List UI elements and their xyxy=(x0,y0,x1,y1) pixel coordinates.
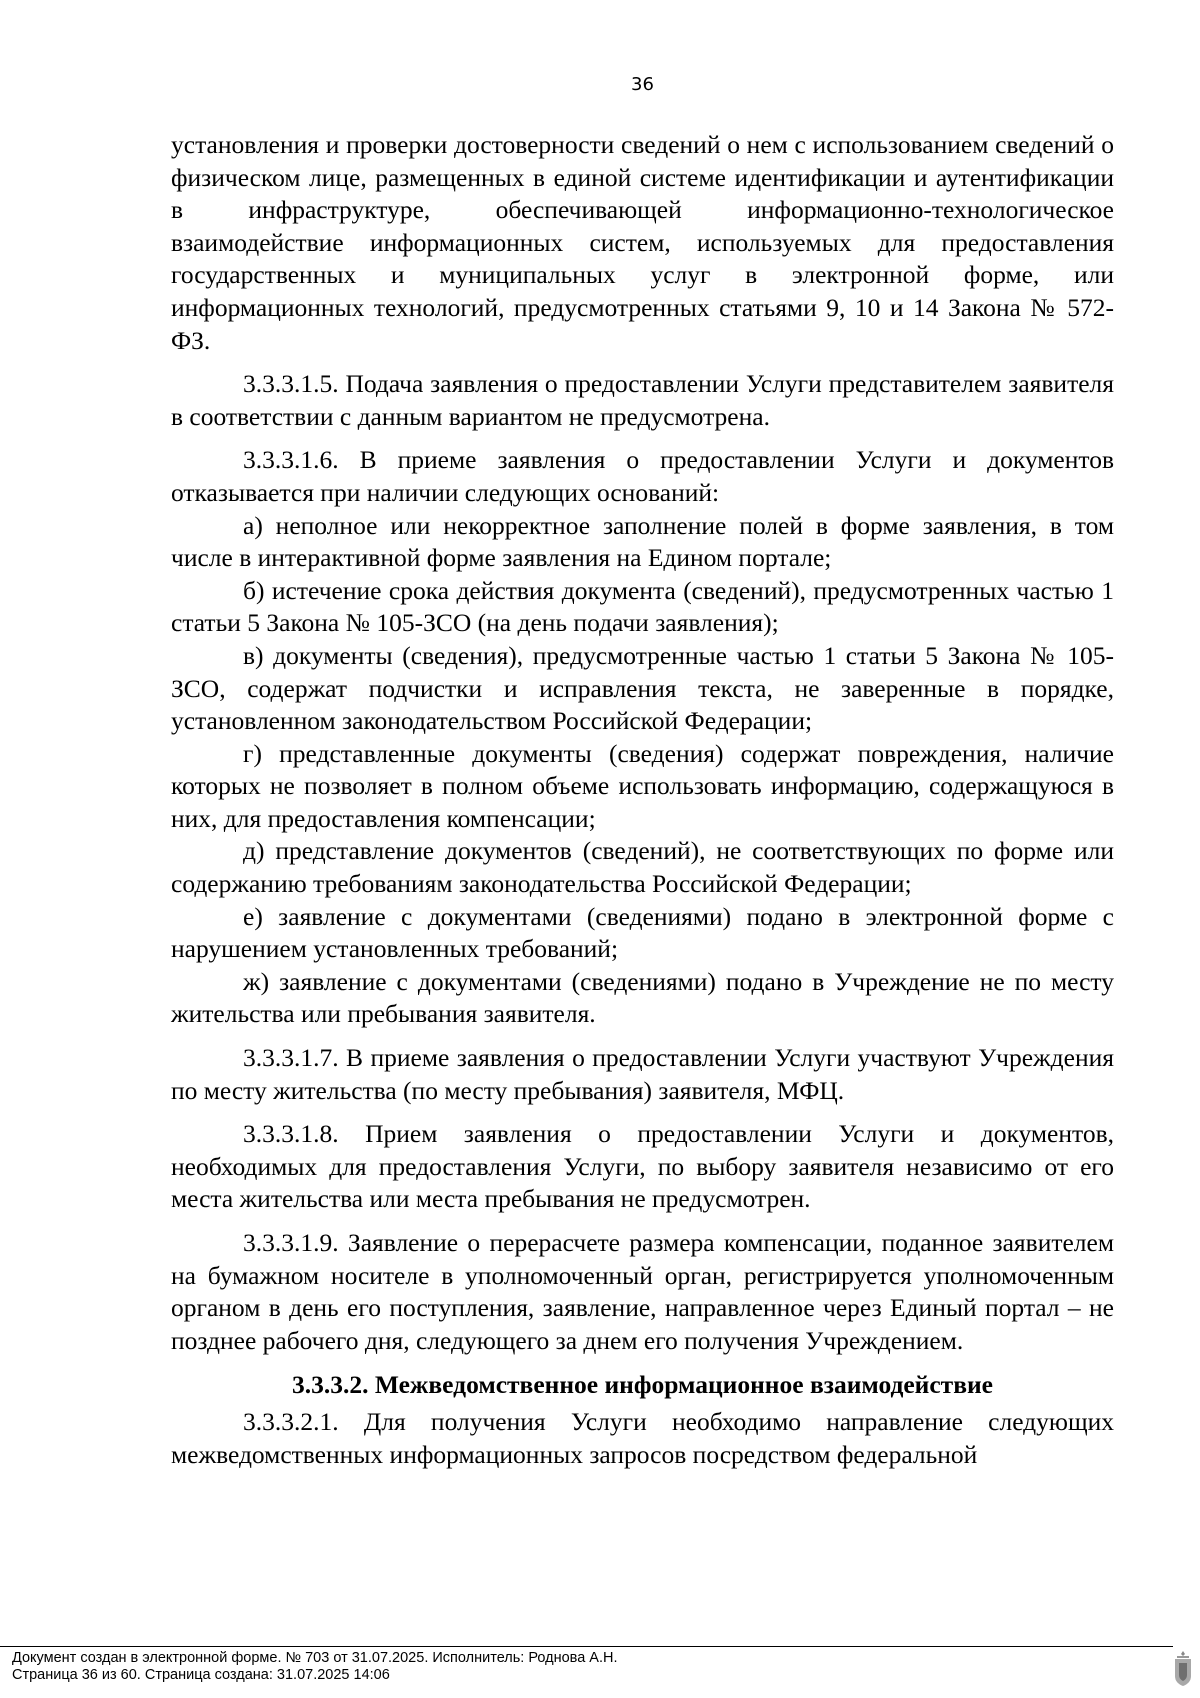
footer xyxy=(12,1650,618,1684)
list-item-b: б) истечение срока действия документа (сведений), предусмотренных частью 1 статьи 5 Закона № 105-ЗСО (на день подачи заявления); xyxy=(171,575,1114,638)
footer-line-1: Документ создан в электронной форме. № 703 от 31.07.2025. Исполнитель: Роднова А.Н. xyxy=(12,1650,618,1666)
paragraph-continuation: установления и проверки достоверности сведений о нем с использованием сведений о физическом лице, размещенных в единой системе идентификации и аутентификации в инфраструктуре, обеспечивающей информационно-технологическое взаимодействие информационных систем, используемых для предоставления государственных и муниципальных услуг в электронной форме, или информационных технологий, предусмотренных статьями 9, 10 и 14 Закона № 572-ФЗ. xyxy=(171,130,1114,355)
paragraph-3-3-3-1-8: 3.3.3.1.8. Прием заявления о предоставлении Услуги и документов, необходимых для предоставления Услуги, по выбору заявителя независимо от его места жительства или места пребывания не предусмотрен. xyxy=(171,1119,1114,1214)
list-item-e: е) заявление с документами (сведениями) подано в электронной форме с нарушением установленных требований; xyxy=(171,901,1114,964)
paragraph-3-3-3-1-7: 3.3.3.1.7. В приеме заявления о предоставлении Услуги участвуют Учреждения по месту жительства (по месту пребывания) заявителя, МФЦ. xyxy=(171,1043,1114,1105)
footer-divider xyxy=(0,1646,1173,1647)
coat-of-arms-icon xyxy=(1172,1650,1194,1688)
list-item-g: г) представленные документы (сведения) содержат повреждения, наличие которых не позволяет в полном объеме использовать информацию, содержащуюся в них, для предоставления компенсации; xyxy=(171,738,1114,833)
paragraph-3-3-3-1-9: 3.3.3.1.9. Заявление о перерасчете размера компенсации, поданное заявителем на бумажном носителе в уполномоченный орган, регистрируется уполномоченным органом в день его поступления, заявление, направленное через Единый портал – не позднее рабочего дня, следующего за днем его получения Учреждением. xyxy=(171,1228,1114,1355)
document-body xyxy=(171,129,1114,1471)
paragraph-3-3-3-1-6: 3.3.3.1.6. В приеме заявления о предоставлении Услуги и документов отказывается при наличии следующих оснований: xyxy=(171,445,1114,507)
paragraph-3-3-3-2-1: 3.3.3.2.1. Для получения Услуги необходимо направление следующих межведомственных информационных запросов посредством федеральной xyxy=(171,1406,1114,1469)
list-item-d: д) представление документов (сведений), не соответствующих по форме или содержанию требованиям законодательства Российской Федерации; xyxy=(171,836,1114,899)
list-item-zh: ж) заявление с документами (сведениями) подано в Учреждение не по месту жительства или пребывания заявителя. xyxy=(171,966,1114,1029)
paragraph-3-3-3-1-5: 3.3.3.1.5. Подача заявления о предоставлении Услуги представителем заявителя в соответствии с данным вариантом не предусмотрена. xyxy=(171,369,1114,431)
page-number: 36 xyxy=(631,74,654,95)
list-item-a: а) неполное или некорректное заполнение полей в форме заявления, в том числе в интерактивной форме заявления на Едином портале; xyxy=(171,510,1114,573)
list-item-v: в) документы (сведения), предусмотренные частью 1 статьи 5 Закона № 105-ЗСО, содержат подчистки и исправления текста, не заверенные в порядке, установленном законодательством Российской Федерации; xyxy=(171,640,1114,736)
footer-line-2: Страница 36 из 60. Страница создана: 31.07.2025 14:06 xyxy=(12,1667,390,1683)
section-heading: 3.3.3.2. Межведомственное информационное взаимодействие xyxy=(292,1370,993,1400)
